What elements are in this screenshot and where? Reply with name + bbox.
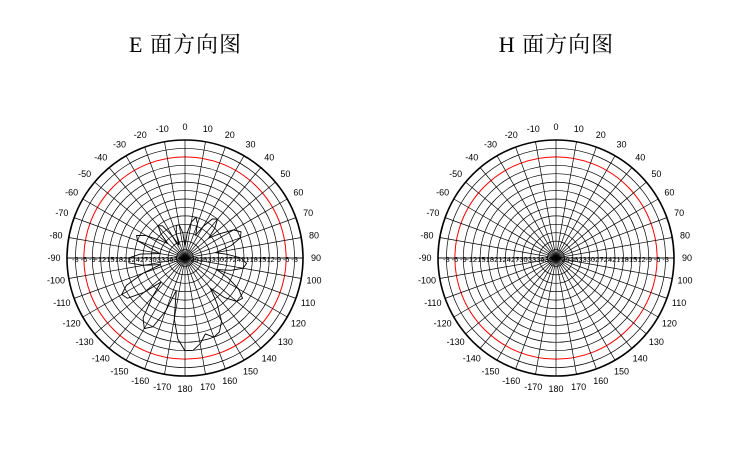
angle-tick-label: 160: [222, 376, 238, 387]
radial-tick-label: -6: [282, 255, 290, 264]
radial-tick-label: -21: [238, 255, 250, 264]
angle-tick-label: -140: [91, 353, 110, 364]
radial-tick-label: -39: [171, 255, 183, 264]
angle-tick-label: -120: [62, 318, 81, 329]
angle-tick-label: 30: [616, 139, 627, 150]
radial-tick-label: -15: [103, 255, 115, 264]
e-plane-plot: [0, 80, 371, 460]
radial-tick-label: -27: [221, 255, 233, 264]
radial-tick-label: -12: [634, 255, 646, 264]
radial-tick-label: -9: [459, 255, 467, 264]
radial-tick-label: -24: [499, 255, 511, 264]
angle-tick-label: 20: [595, 129, 606, 140]
angle-tick-label: 50: [280, 168, 291, 179]
radial-tick-label: -9: [274, 255, 282, 264]
radial-tick-label: -30: [516, 255, 528, 264]
angle-tick-label: 40: [264, 152, 275, 163]
radial-tick-label: -24: [230, 255, 242, 264]
angle-tick-label: -150: [481, 366, 500, 377]
angle-tick-label: -140: [462, 353, 481, 364]
angle-tick-label: -30: [483, 139, 498, 150]
angle-tick-label: 90: [681, 253, 693, 263]
angle-tick-label: -10: [155, 124, 169, 134]
angle-tick-label: -70: [55, 208, 69, 219]
angle-tick-label: 80: [679, 230, 691, 241]
radial-tick-label: -36: [162, 255, 174, 264]
radial-tick-label: -21: [609, 255, 621, 264]
radial-tick-label: -3: [291, 255, 298, 264]
radial-tick-label: -3: [72, 255, 79, 264]
angle-tick-label: 140: [261, 353, 277, 364]
radial-tick-label: -30: [584, 255, 596, 264]
radial-tick-label: -39: [187, 255, 199, 264]
h-plane-panel: [371, 0, 742, 470]
angle-tick-label: -30: [112, 139, 127, 150]
angle-tick-label: 180: [548, 384, 564, 394]
radial-tick-label: -3: [662, 255, 669, 264]
angle-tick-label: -110: [424, 297, 442, 308]
radial-tick-label: -33: [525, 255, 537, 264]
angle-tick-label: 100: [306, 275, 322, 286]
angle-tick-label: 110: [671, 297, 687, 308]
angle-tick-label: -120: [433, 318, 452, 329]
radial-tick-label: -21: [491, 255, 503, 264]
angle-tick-label: 20: [224, 129, 235, 140]
e-plane-polar-svg: [0, 80, 371, 460]
angle-tick-label: 70: [674, 208, 685, 219]
radial-tick-label: -36: [533, 255, 545, 264]
angle-tick-label: 10: [573, 124, 584, 134]
angle-tick-label: 0: [553, 122, 559, 132]
h-plane-plot: [371, 80, 742, 460]
angle-tick-label: -100: [46, 275, 66, 286]
angle-tick-label: -150: [110, 366, 129, 377]
radial-tick-label: -27: [137, 255, 149, 264]
radial-tick-label: -9: [645, 255, 653, 264]
angle-tick-label: 70: [303, 208, 314, 219]
angle-tick-label: -80: [49, 230, 63, 241]
angle-tick-label: 120: [290, 318, 306, 329]
radial-tick-label: -18: [246, 255, 258, 264]
radial-tick-label: -12: [466, 255, 478, 264]
angle-tick-label: 150: [613, 366, 630, 377]
radial-tick-label: -36: [567, 255, 579, 264]
angle-tick-label: -130: [446, 337, 465, 348]
angle-tick-label: -170: [153, 382, 172, 392]
angle-tick-label: 0: [182, 122, 188, 132]
radial-tick-label: -6: [451, 255, 459, 264]
radial-tick-label: -21: [120, 255, 132, 264]
angle-tick-label: -90: [418, 253, 432, 263]
angle-tick-label: 150: [242, 366, 259, 377]
radial-tick-label: -33: [575, 255, 587, 264]
angle-tick-label: -110: [53, 297, 71, 308]
angle-tick-label: 160: [593, 376, 609, 387]
angle-tick-label: -130: [75, 337, 94, 348]
angle-tick-label: -50: [78, 168, 92, 179]
angle-tick-label: -40: [465, 152, 479, 163]
radial-tick-label: -3: [443, 255, 450, 264]
angle-tick-label: -60: [65, 187, 79, 198]
angle-tick-label: 170: [200, 382, 216, 392]
angle-tick-label: -20: [133, 129, 147, 140]
angle-tick-label: -10: [526, 124, 540, 134]
radial-tick-label: -15: [626, 255, 638, 264]
angle-tick-label: -100: [417, 275, 437, 286]
radial-tick-label: -15: [474, 255, 486, 264]
radial-tick-label: -9: [88, 255, 96, 264]
angle-tick-label: -160: [502, 376, 521, 387]
radial-tick-label: -18: [112, 255, 124, 264]
angle-tick-label: -90: [47, 253, 61, 263]
angle-tick-label: -70: [426, 208, 440, 219]
radial-tick-label: -18: [483, 255, 495, 264]
angle-tick-label: 80: [308, 230, 320, 241]
radial-tick-label: -15: [255, 255, 267, 264]
angle-tick-label: 180: [177, 384, 193, 394]
radial-tick-label: -27: [508, 255, 520, 264]
radial-tick-label: -6: [653, 255, 661, 264]
radial-tick-label: -36: [196, 255, 208, 264]
radial-tick-label: -24: [601, 255, 613, 264]
radial-tick-label: -24: [128, 255, 140, 264]
angle-tick-label: -50: [449, 168, 463, 179]
angle-tick-label: 60: [293, 187, 304, 198]
angle-tick-label: -160: [131, 376, 150, 387]
angle-tick-label: -60: [436, 187, 450, 198]
radial-tick-label: -39: [558, 255, 570, 264]
angle-tick-label: -170: [524, 382, 543, 392]
angle-tick-label: 60: [664, 187, 675, 198]
angle-tick-label: 30: [245, 139, 256, 150]
angle-tick-label: 90: [310, 253, 322, 263]
angle-tick-label: -40: [94, 152, 108, 163]
h-plane-polar-svg: [371, 80, 742, 460]
radial-tick-label: -39: [542, 255, 554, 264]
angle-tick-label: 100: [677, 275, 693, 286]
angle-tick-label: 130: [277, 337, 293, 348]
e-plane-title: E 面方向图: [129, 32, 242, 57]
angle-tick-label: 140: [632, 353, 648, 364]
h-plane-title: H 面方向图: [498, 32, 615, 57]
radial-tick-label: -12: [263, 255, 275, 264]
angle-tick-label: 10: [202, 124, 213, 134]
radial-tick-label: -27: [592, 255, 604, 264]
angle-tick-label: 110: [300, 297, 316, 308]
radial-tick-label: -18: [617, 255, 629, 264]
angle-tick-label: 170: [571, 382, 587, 392]
angle-tick-label: -20: [504, 129, 518, 140]
angle-tick-label: 40: [635, 152, 646, 163]
radial-tick-label: -30: [145, 255, 157, 264]
radial-tick-label: -30: [213, 255, 225, 264]
angle-tick-label: 130: [648, 337, 664, 348]
radial-tick-label: -33: [204, 255, 216, 264]
angle-tick-label: 120: [661, 318, 677, 329]
angle-tick-label: 50: [651, 168, 662, 179]
angle-tick-label: -80: [420, 230, 434, 241]
radial-tick-label: -33: [154, 255, 166, 264]
radial-tick-label: -12: [95, 255, 107, 264]
radial-tick-label: -6: [80, 255, 88, 264]
